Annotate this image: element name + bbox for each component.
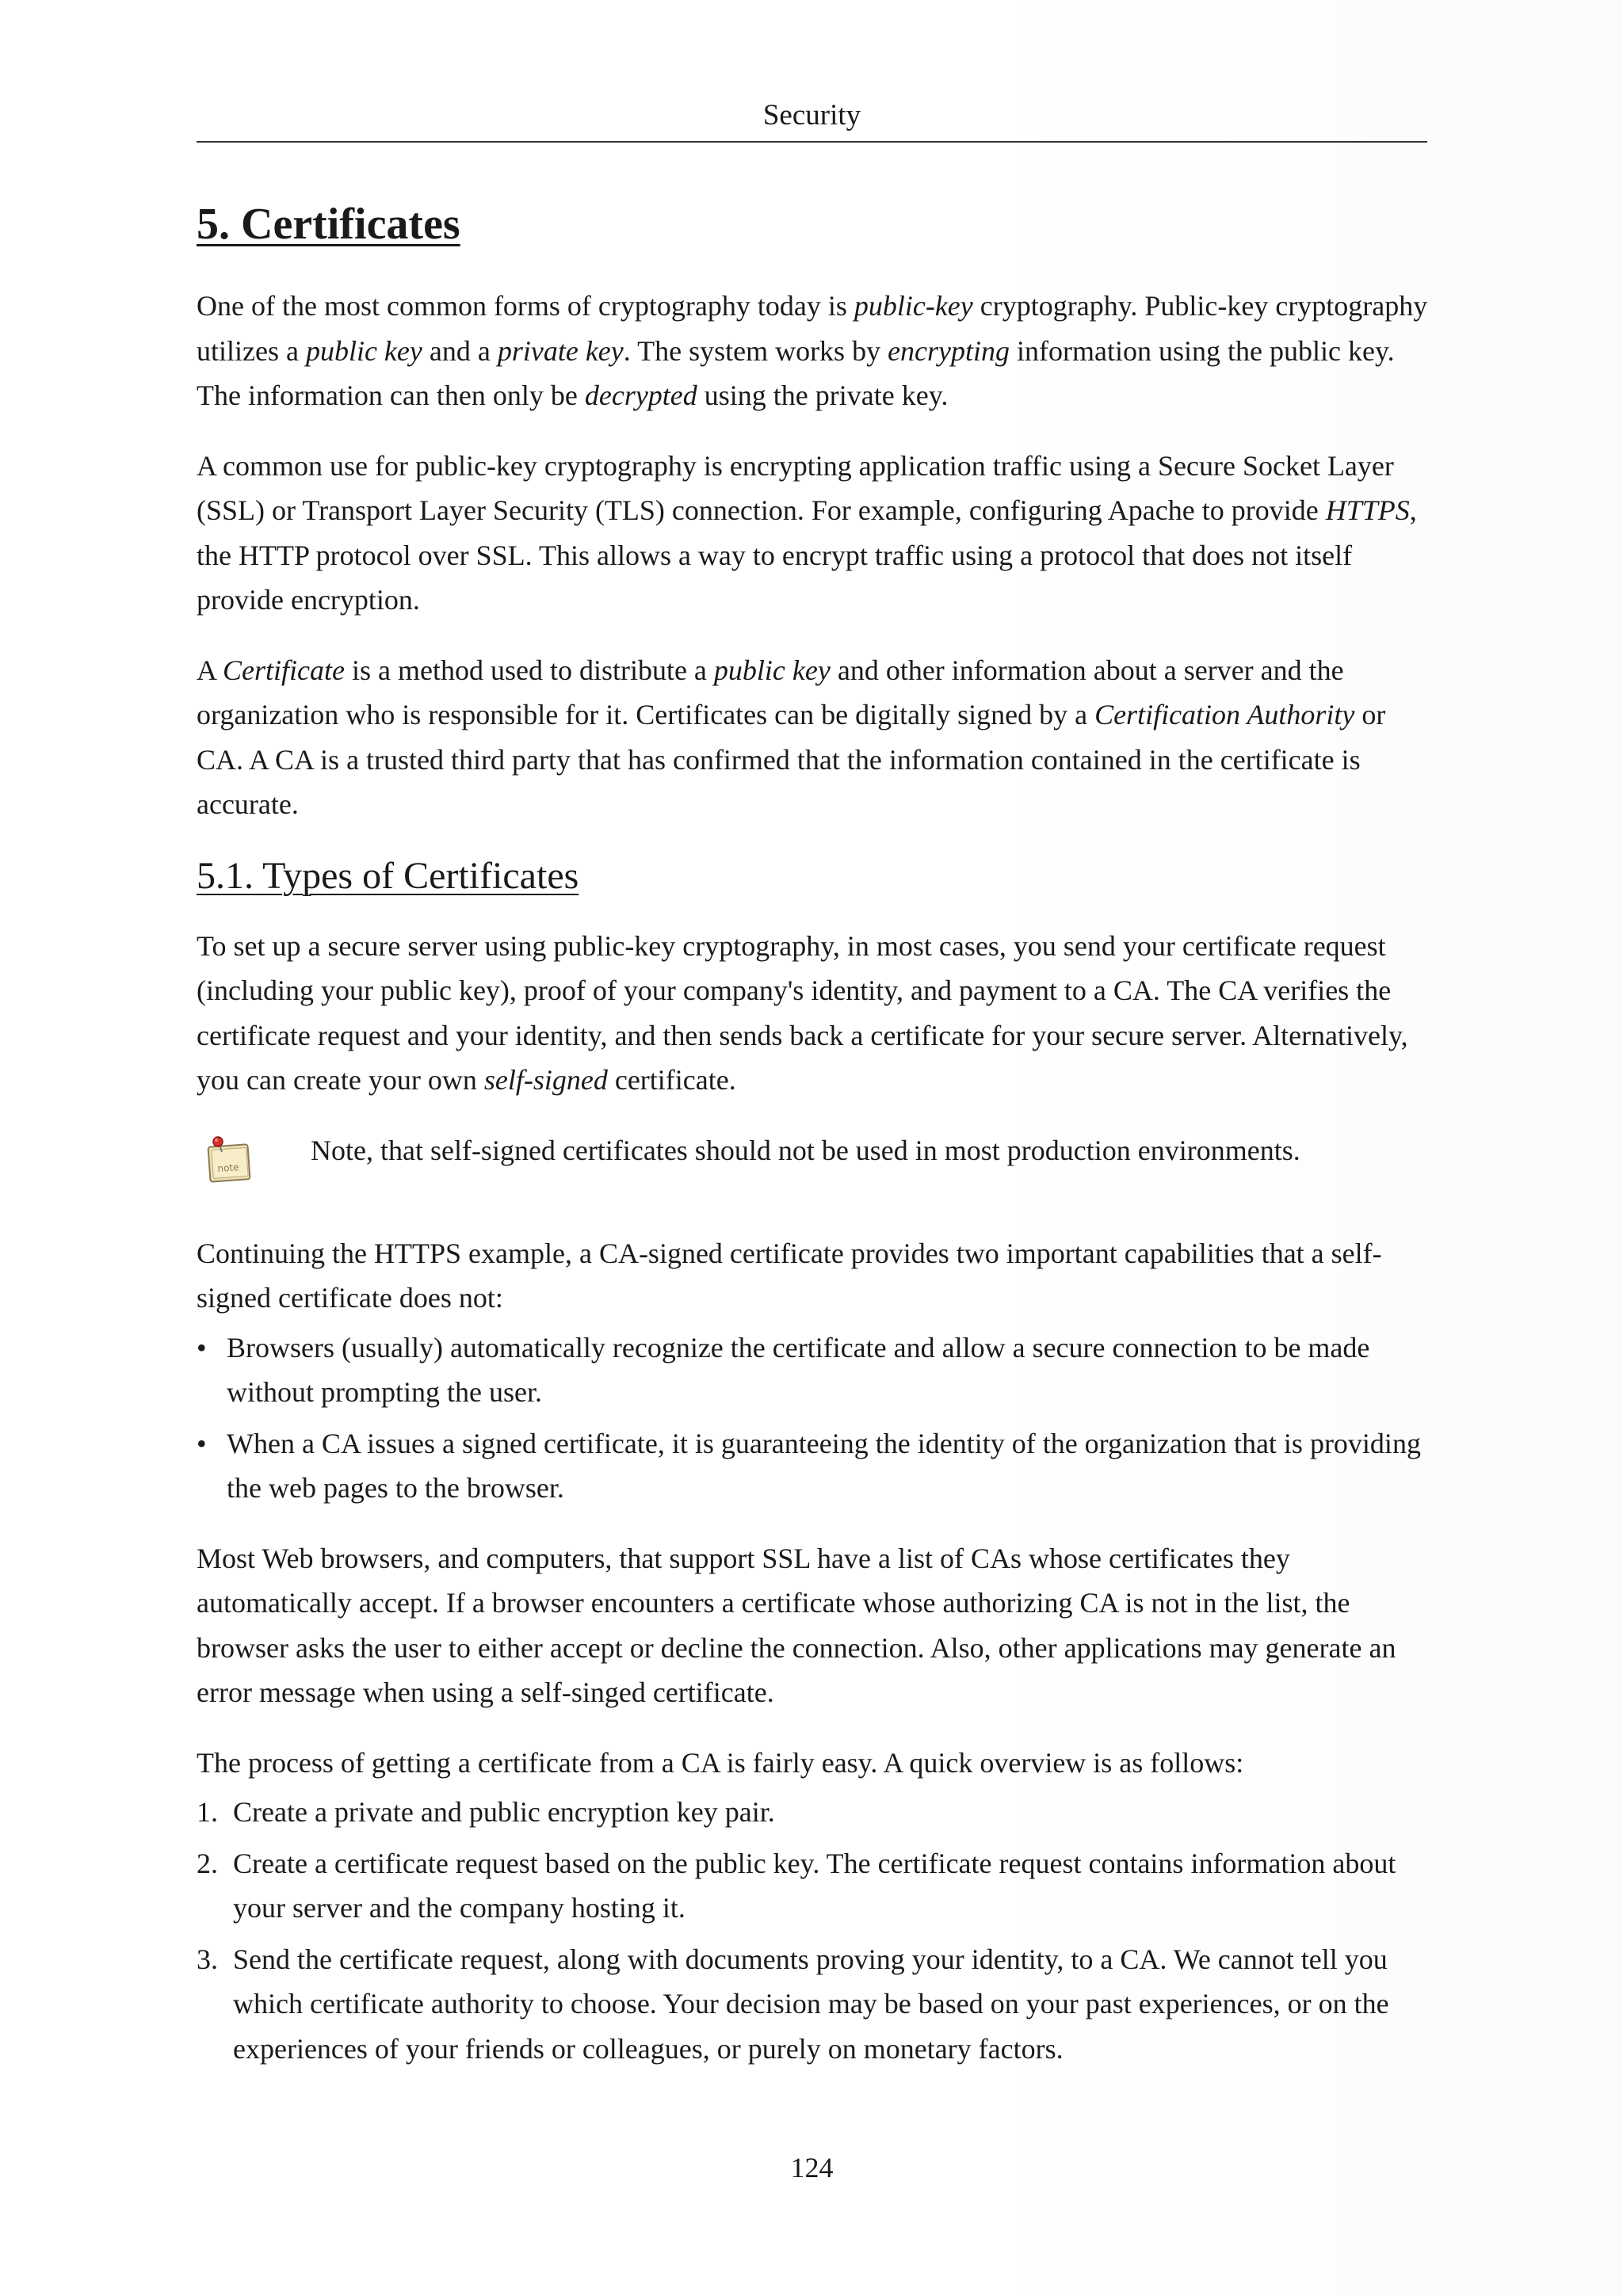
emphasis-decrypted: decrypted [584,379,697,411]
text-run: To set up a secure server using public-key cryptography, in most cases, you send your certificate request (including your public key), proof of your company's identity, and payment to a CA. The CA verifies the certificate request and your identity, and then sends back a certificate for your secure server. Alternatively, you can create your own [197,929,1408,1096]
page-content [197,196,1433,2096]
text-run: , the HTTP protocol over SSL. This allows a way to encrypt traffic using a protocol that does not itself provide encryption. [197,494,1417,616]
note-text: Note, that self-signed certificates should not be used in most production environments. [311,1134,1300,1166]
list-item-text: When a CA issues a signed certificate, it is guaranteeing the identity of the organization that is providing the web pages to the browser. [227,1427,1421,1504]
text-run: A common use for public-key cryptography is encrypting application traffic using a Secure Socket Layer (SSL) or Transport Layer Security (TLS) connection. For example, configuring Apache to provide [197,449,1394,526]
steps-list [197,1790,1433,2071]
capabilities-list [197,1325,1433,1511]
note-icon-label: note [216,1161,239,1174]
step-number: 3. [197,1943,218,1975]
step-number: 1. [197,1796,218,1828]
emphasis-public-key-term: public key [305,334,422,367]
list-item [197,1937,1433,2072]
list-item-text: Send the certificate request, along with documents proving your identity, to a CA. We cannot tell you which certificate authority to choose. Your decision may be based on your past experiences, or on the experiences of your friends or colleagues, or purely on monetary factors. [233,1943,1389,2065]
list-item [197,1790,1433,1835]
list-item [197,1421,1433,1511]
list-item [197,1841,1433,1931]
note-icon [204,1135,255,1185]
text-run: certificate. [607,1064,736,1096]
emphasis-certificate: Certificate [223,654,345,686]
list-item [197,1325,1433,1415]
intro-paragraph-3 [197,648,1433,827]
emphasis-public-key-term: public key [713,654,831,686]
emphasis-certification-authority: Certification Authority [1094,699,1355,730]
step-number: 2. [197,1847,218,1879]
list-item-text: Browsers (usually) automatically recognize the certificate and allow a secure connection to be made without prompting the user. [227,1331,1370,1408]
list-item-text: Create a private and public encryption key pair. [233,1796,775,1828]
emphasis-https: HTTPS [1325,494,1410,526]
note-admonition [197,1128,1433,1185]
emphasis-encrypting: encrypting [888,334,1010,367]
page-number: 124 [790,2152,834,2183]
text-run: and a [422,334,498,367]
text-run: using the private key. [697,379,949,411]
types-paragraph-4: The process of getting a certificate from a CA is fairly easy. A quick overview is as follows: [197,1746,1244,1779]
emphasis-self-signed: self-signed [483,1064,608,1096]
text-run: A [197,654,223,686]
types-paragraph-1 [197,924,1433,1103]
subsection-title: 5.1. Types of Certificates [197,854,579,897]
types-paragraph-2: Continuing the HTTPS example, a CA-signed certificate provides two important capabilities that a self-signed certificate does not: [197,1237,1382,1314]
types-paragraph-3: Most Web browsers, and computers, that support SSL have a list of CAs whose certificates they automatically accept. If a browser encounters a certificate whose authorizing CA is not in the list, the browser asks the user to either accept or decline the connection. Also, other applications may generate an error message when using a self-singed certificate. [197,1542,1396,1708]
text-run: One of the most common forms of cryptography today is [197,290,854,322]
text-run: information using the public key. The information can then only be [197,334,1395,411]
text-run: and other information about a server and the organization who is responsible for it. Certificates can be digitally signed by a [197,654,1344,730]
emphasis-public-key: public-key [854,290,973,322]
text-run: . The system works by [623,334,888,367]
intro-paragraph-2 [197,444,1433,623]
text-run: or CA. A CA is a trusted third party that has confirmed that the information contained in the certificate is accurate. [197,699,1386,820]
text-run: cryptography. Public-key cryptography utilizes a [197,290,1428,367]
bullet-glyph: • [197,1427,207,1459]
running-header: Security [197,98,1427,143]
bullet-glyph: • [197,1331,207,1363]
intro-paragraph-1 [197,284,1433,418]
emphasis-private-key: private key [497,334,624,367]
list-item-text: Create a certificate request based on the public key. The certificate request contains information about your server and the company hosting it. [233,1847,1396,1924]
text-run: is a method used to distribute a [344,654,714,686]
section-title: 5. Certificates [197,200,460,249]
